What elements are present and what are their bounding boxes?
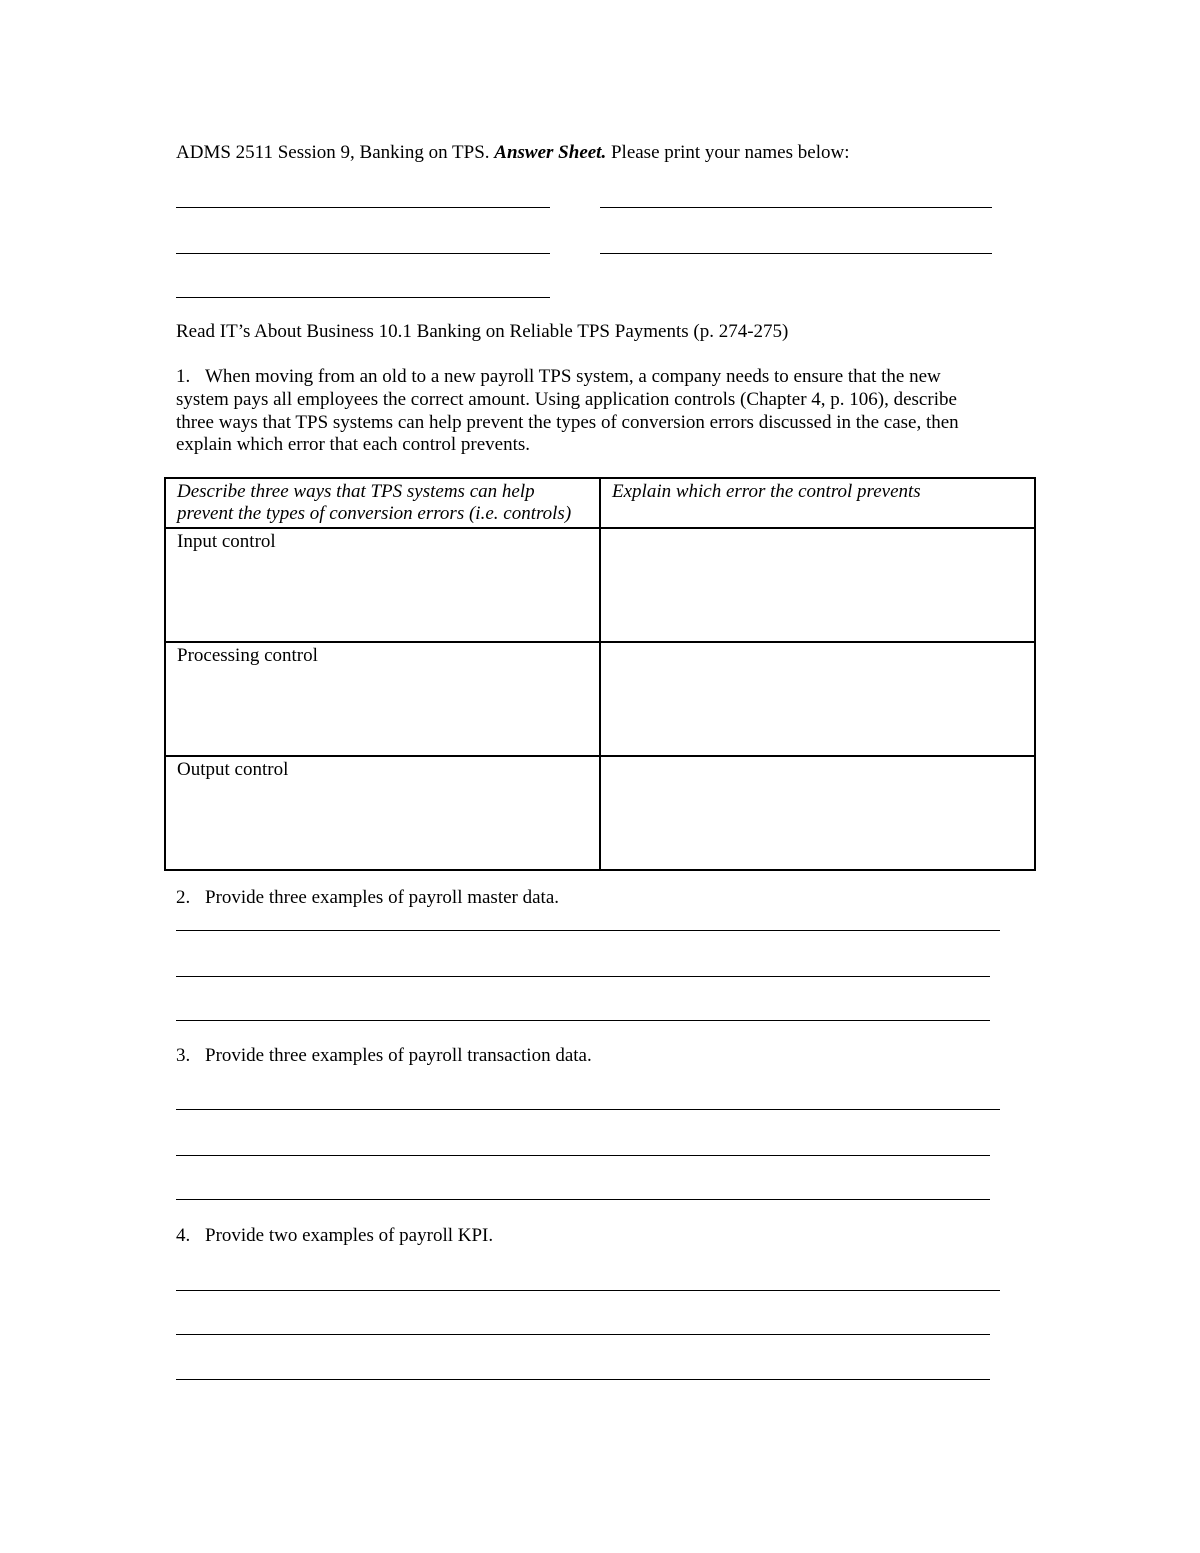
answer-line[interactable]: [176, 976, 990, 977]
question-1-line-2: system pays all employees the correct amount. Using application controls (Chapter 4, p. 106), describe: [176, 388, 957, 410]
name-line-2[interactable]: [600, 207, 992, 208]
question-1-number: 1.: [176, 366, 191, 387]
answer-sheet-label: Answer Sheet.: [494, 142, 607, 163]
title-instruction: Please print your names below:: [610, 142, 850, 163]
question-2: [176, 887, 559, 909]
answer-line[interactable]: [176, 1109, 1000, 1110]
table-header-explanation: Explain which error the control prevents: [600, 478, 1035, 528]
question-3: [176, 1045, 592, 1067]
answer-line[interactable]: [176, 930, 1000, 931]
answer-cell-output[interactable]: [600, 756, 1035, 870]
answer-line[interactable]: [176, 1334, 990, 1335]
question-1-line-4: explain which error that each control prevents.: [176, 434, 530, 456]
worksheet-title: [176, 142, 849, 164]
table-header-row: [165, 478, 1035, 528]
question-3-text: Provide three examples of payroll transaction data.: [205, 1045, 592, 1066]
controls-table: [164, 477, 1036, 871]
control-cell-input: Input control: [165, 528, 600, 642]
answer-line[interactable]: [176, 1199, 990, 1200]
answer-cell-processing[interactable]: [600, 642, 1035, 756]
answer-line[interactable]: [176, 1379, 990, 1380]
question-4-text: Provide two examples of payroll KPI.: [205, 1225, 494, 1246]
question-4: [176, 1225, 493, 1247]
question-1: [176, 366, 959, 457]
question-2-number: 2.: [176, 887, 191, 908]
answer-line[interactable]: [176, 1020, 990, 1021]
control-cell-processing: Processing control: [165, 642, 600, 756]
name-line-3[interactable]: [176, 253, 550, 254]
table-row: [165, 756, 1035, 870]
name-line-1[interactable]: [176, 207, 550, 208]
question-1-line-3: three ways that TPS systems can help prevent the types of conversion errors discussed in the case, then: [176, 411, 959, 433]
question-2-text: Provide three examples of payroll master data.: [205, 887, 560, 908]
question-3-number: 3.: [176, 1045, 191, 1066]
answer-line[interactable]: [176, 1155, 990, 1156]
title-prefix: ADMS 2511 Session 9, Banking on TPS.: [176, 142, 490, 163]
table-header-controls: Describe three ways that TPS systems can help prevent the types of conversion errors (i.e. controls): [165, 478, 600, 528]
table-row: [165, 528, 1035, 642]
table-row: [165, 642, 1035, 756]
answer-line[interactable]: [176, 1290, 1000, 1291]
reading-instruction: Read IT’s About Business 10.1 Banking on Reliable TPS Payments (p. 274-275): [176, 321, 789, 342]
question-4-number: 4.: [176, 1225, 191, 1246]
name-line-4[interactable]: [600, 253, 992, 254]
answer-cell-input[interactable]: [600, 528, 1035, 642]
control-cell-output: Output control: [165, 756, 600, 870]
name-line-5[interactable]: [176, 297, 550, 298]
question-1-line-1: 1. When moving from an old to a new payroll TPS system, a company needs to ensure that the new: [176, 366, 941, 387]
